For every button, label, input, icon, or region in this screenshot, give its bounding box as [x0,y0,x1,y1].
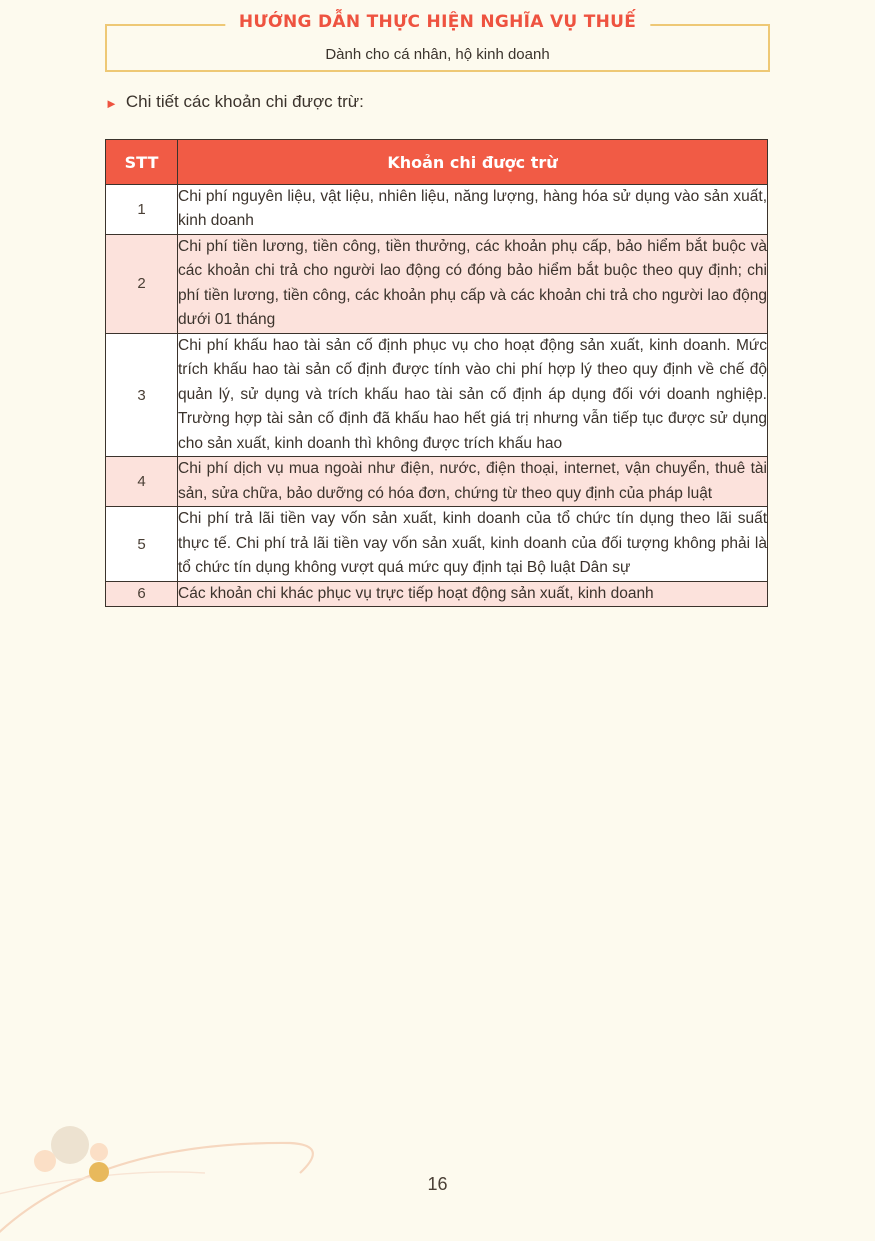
page-number: 16 [427,1174,448,1194]
section-heading-label: Chi tiết các khoản chi được trừ: [125,92,364,111]
table-row [106,234,768,333]
table-row [106,333,768,456]
column-header-expense: Khoản chi được trừ [178,140,768,185]
deductible-expenses-table [105,139,768,607]
table-row [106,507,768,581]
column-header-stt: STT [106,140,178,185]
table-row [106,581,768,606]
table-header-row [106,140,768,185]
decorative-corner-graphic [0,1081,400,1241]
document-title: HƯỚNG DẪN THỰC HIỆN NGHĨA VỤ THUẾ [225,12,650,32]
row-number: 3 [106,333,178,456]
table-row [106,185,768,235]
row-expense-text: Chi phí nguyên liệu, vật liệu, nhiên liệu, năng lượng, hàng hóa sử dụng vào sản xuất, kinh doanh [178,185,768,235]
row-expense-text: Chi phí dịch vụ mua ngoài như điện, nước, điện thoại, internet, vận chuyển, thuê tài sản, sửa chữa, bảo dưỡng có hóa đơn, chứng từ theo quy định của pháp luật [178,457,768,507]
row-number: 5 [106,507,178,581]
table-head [106,140,768,185]
row-number: 4 [106,457,178,507]
row-number: 2 [106,234,178,333]
triangle-right-icon: ► [105,95,118,111]
table-row [106,457,768,507]
row-expense-text: Chi phí trả lãi tiền vay vốn sản xuất, kinh doanh của tổ chức tín dụng theo lãi suất thực tế. Chi phí trả lãi tiền vay vốn sản xuất, kinh doanh của đối tượng không phải là tổ chức tín dụng không vượt quá mức quy định tại Bộ luật Dân sự [178,507,768,581]
page-header [105,12,770,72]
table-body [106,185,768,607]
row-number: 6 [106,581,178,606]
row-number: 1 [106,185,178,235]
document-subtitle: Dành cho cá nhân, hộ kinh doanh [325,46,550,63]
row-expense-text: Chi phí tiền lương, tiền công, tiền thưởng, các khoản phụ cấp, bảo hiểm bắt buộc và các khoản chi trả cho người lao động có đóng bảo hiểm bắt buộc theo quy định; chi phí tiền lương, tiền công, các khoản phụ cấp và các khoản chi trả cho người lao động dưới 01 tháng [178,234,768,333]
row-expense-text: Các khoản chi khác phục vụ trực tiếp hoạt động sản xuất, kinh doanh [178,581,768,606]
row-expense-text: Chi phí khấu hao tài sản cố định phục vụ cho hoạt động sản xuất, kinh doanh. Mức trích khấu hao tài sản cố định được tính vào chi phí hợp lý theo quy định về chế độ quản lý, sử dụng và trích khấu hao tài sản cố định áp dụng đối với doanh nghiệp. Trường hợp tài sản cố định đã khấu hao hết giá trị nhưng vẫn tiếp tục được sử dụng cho sản xuất, kinh doanh thì không được trích khấu hao [178,333,768,456]
section-heading [105,92,364,112]
